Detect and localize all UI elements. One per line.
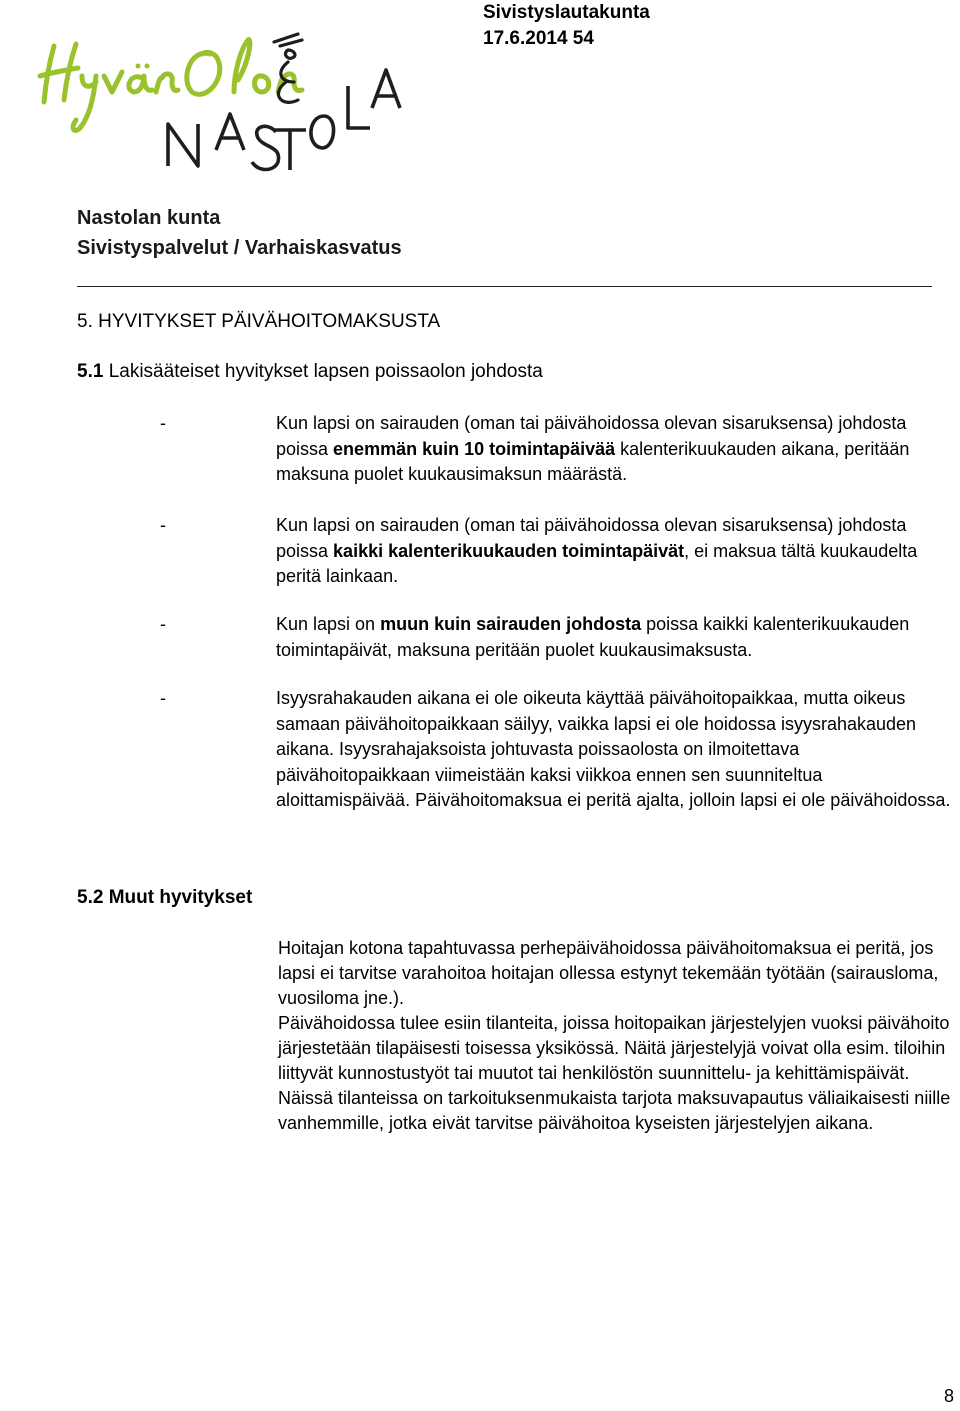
organization-block (77, 203, 402, 263)
list-item (276, 686, 956, 814)
list-item-text: poissa kaikki kalenterikuukauden toimintapäivät, maksuna peritään puolet kuukausimaksusta. (276, 614, 910, 660)
section-title: 5. HYVITYKSET PÄIVÄHOITOMAKSUSTA (77, 311, 441, 332)
meeting-date-reference: 17.6.2014 54 (483, 28, 594, 49)
department-name: Sivistyspalvelut / Varhaiskasvatus (77, 237, 402, 259)
list-item-text: Isyysrahakauden aikana ei ole oikeuta käyttää päivähoitopaikkaa, mutta oikeus samaan päivähoitopaikkaan säilyy, vaikka lapsi ei ole hoidossa isyysrahakauden aikana. Isyysrahajaksoista johtuvasta poissaolosta on ilmoitettava päivähoitopaikkaan viimeistään kaksi viikkoa ennen sen suunniteltua aloittamispäivää. Päivähoitomaksua ei peritä ajalta, jolloin lapsi ei ole päivähoidossa. (276, 688, 951, 810)
list-dash: - (160, 614, 166, 634)
page-number: 8 (944, 1386, 955, 1406)
list-item-emphasis: muun kuin sairauden johdosta (380, 614, 642, 634)
subsection-text: Lakisääteiset hyvitykset lapsen poissaolon johdosta (108, 361, 543, 382)
paragraph-1: Hoitajan kotona tapahtuvassa perhepäivähoidossa päivähoitomaksua ei peritä, jos lapsi ei tarvitse varahoitoa hoitajan ollessa estynyt tekemään työtään (sairausloma, vuosiloma jne.). (278, 938, 939, 1008)
list-item-text: , ei maksua tältä kuukaudelta peritä lainkaan. (276, 540, 918, 586)
hyvan-olon-nastola-logo (30, 20, 405, 190)
list-item (276, 411, 956, 488)
list-item-emphasis: kaikki kalenterikuukauden toimintapäivät (333, 540, 685, 561)
header-divider (77, 286, 932, 287)
subsection-number: 5.1 (77, 361, 109, 382)
list-item-text: Kun lapsi on (276, 614, 381, 634)
list-dash: - (160, 413, 166, 433)
document-header (483, 0, 650, 52)
list-item (276, 513, 956, 590)
list-item-text: Kun lapsi on sairauden (oman tai päivähoidossa olevan sisaruksensa) johdosta poissa (276, 515, 907, 561)
subsection-title (77, 361, 543, 383)
subsection-title-5-2: 5.2 Muut hyvitykset (77, 887, 253, 908)
list-dash: - (160, 688, 166, 708)
list-dash: - (160, 515, 166, 535)
list-item (276, 612, 956, 663)
committee-name: Sivistyslautakunta (483, 2, 650, 23)
body-paragraph (278, 936, 958, 1136)
paragraph-2: Päivähoidossa tulee esiin tilanteita, joissa hoitopaikan järjestelyjen vuoksi päivähoito järjestetään tilapäisesti toisessa yksikössä. Näitä järjestelyjä voivat olla esim. tiloihin liittyvät kunnostustyöt tai muutot tai henkilöstön suunnittelu- ja kehittämispäivät. Näissä tilanteissa on tarkoituksenmukaista tarjota maksuvapautus väliaikaisesti niille vanhemmille, jotka eivät tarvitse päivähoitoa kyseisten järjestelyjen aikana. (278, 1013, 951, 1133)
list-item-emphasis: enemmän kuin 10 toimintapäivää (333, 438, 616, 459)
list-item-text: kalenterikuukauden aikana, peritään maksuna puolet kuukausimaksun määrästä. (276, 438, 910, 484)
list-item-text: Kun lapsi on sairauden (oman tai päivähoidossa olevan sisaruksensa) johdosta poissa (276, 413, 907, 459)
municipality-name: Nastolan kunta (77, 207, 221, 229)
